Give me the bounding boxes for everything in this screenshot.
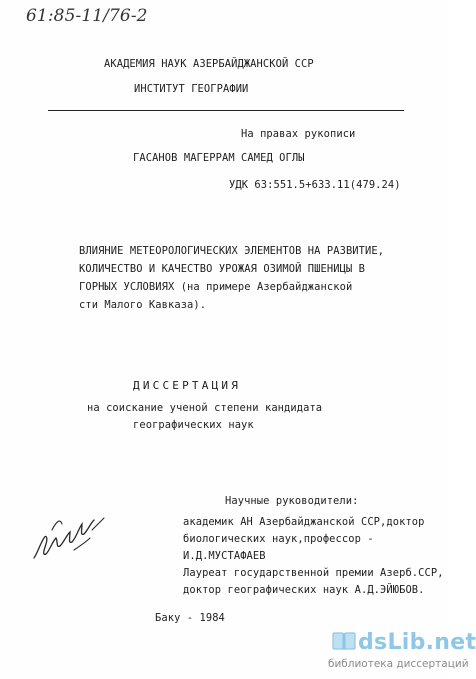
dslib-watermark[interactable]: [325, 618, 476, 674]
title-line: ВЛИЯНИЕ МЕТЕОРОЛОГИЧЕСКИХ ЭЛЕМЕНТОВ НА РАЗВИТИЕ,: [79, 245, 385, 257]
supervisors-heading: Научные руководители:: [225, 495, 359, 507]
udk-code: УДК 63:551.5+633.11(479.24): [229, 179, 401, 191]
author-name: ГАСАНОВ МАГЕРРАМ САМЕД ОГЛЫ: [133, 152, 305, 164]
watermark-logo: dsLib.net: [358, 630, 476, 655]
book-icon: [331, 628, 357, 654]
title-line: сти Малого Кавказа).: [79, 299, 207, 311]
handwritten-signature: [30, 508, 108, 568]
supervisor-line: И.Д.МУСТАФАЕВ: [183, 550, 266, 562]
supervisor-line: академик АН Азербайджанской ССР,доктор: [183, 516, 425, 528]
watermark-tagline: библиотека диссертаций: [328, 658, 469, 670]
degree-line: на соискание ученой степени кандидата: [87, 402, 323, 414]
academy-name: АКАДЕМИЯ НАУК АЗЕРБАЙДЖАНСКОЙ ССР: [104, 58, 314, 70]
header-divider: [48, 110, 404, 111]
manuscript-note: На правах рукописи: [241, 128, 356, 140]
place-year: Баку - 1984: [155, 612, 225, 624]
supervisor-line: доктор географических наук А.Д.ЭЙЮБОВ.: [183, 584, 425, 596]
title-line: ГОРНЫХ УСЛОВИЯХ (на примере Азербайджанской: [79, 281, 353, 293]
archive-code: 61:85-11/76-2: [26, 6, 148, 26]
supervisor-line: биологических наук,профессор -: [183, 533, 374, 545]
degree-line: географических наук: [133, 419, 254, 431]
title-line: КОЛИЧЕСТВО И КАЧЕСТВО УРОЖАЯ ОЗИМОЙ ПШЕНИЦЫ В: [79, 263, 366, 275]
supervisor-line: Лауреат государственной премии Азерб.ССР,: [183, 567, 444, 579]
institute-name: ИНСТИТУТ ГЕОГРАФИИ: [134, 83, 249, 95]
dissertation-heading: ДИССЕРТАЦИЯ: [133, 379, 242, 392]
